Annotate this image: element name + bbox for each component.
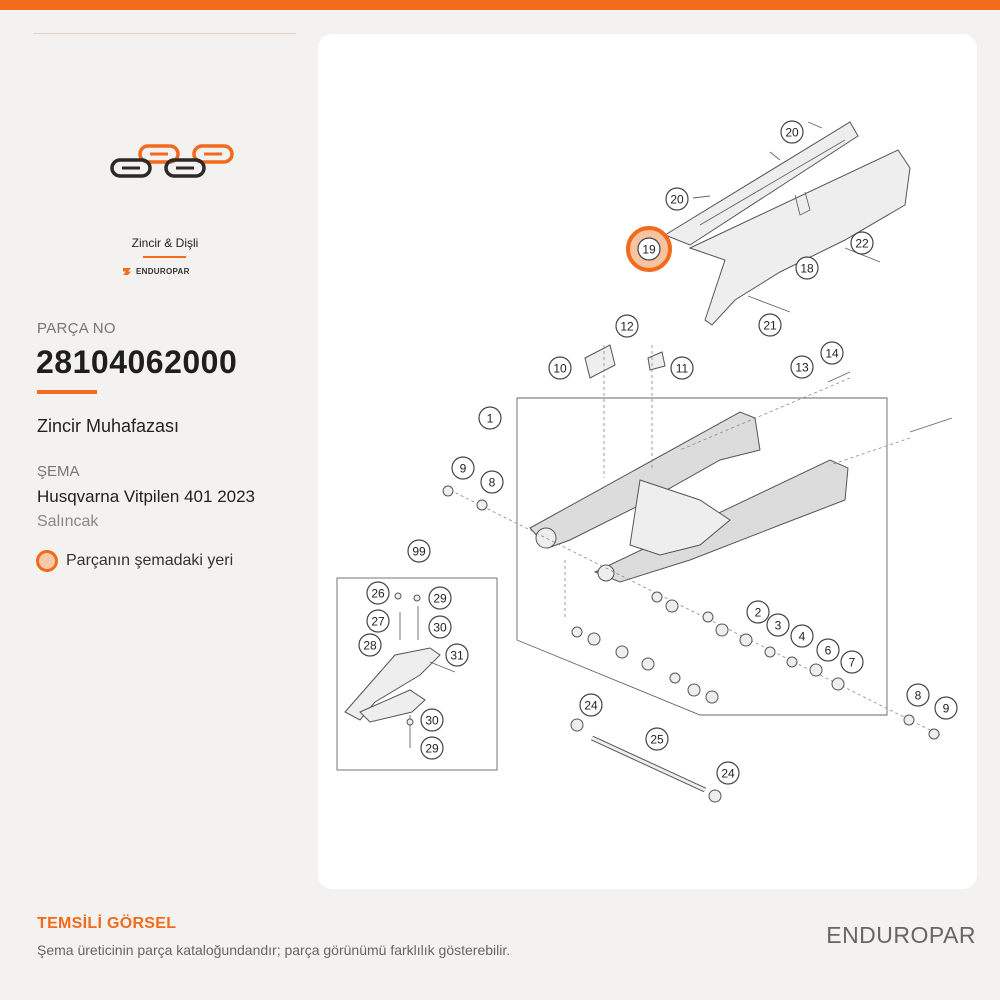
callout bbox=[408, 540, 430, 562]
callout bbox=[616, 315, 638, 337]
footer-brand: ENDUROPAR bbox=[826, 922, 976, 948]
callout bbox=[935, 697, 957, 719]
callout bbox=[646, 728, 668, 750]
footer-note: Şema üreticinin parça kataloğundandır; parça görünümü farklılık gösterebilir. bbox=[37, 942, 511, 958]
callout bbox=[452, 457, 474, 479]
callout-number: 20 bbox=[670, 192, 684, 207]
callout-number: 8 bbox=[488, 475, 496, 490]
callout bbox=[821, 342, 843, 364]
part-name: Zincir Muhafazası bbox=[37, 416, 180, 436]
callout bbox=[841, 651, 863, 673]
callout-number: 11 bbox=[675, 361, 689, 376]
callout bbox=[796, 257, 818, 279]
callout-number: 99 bbox=[412, 544, 426, 559]
callout-number: 26 bbox=[371, 586, 385, 601]
callout-number: 19 bbox=[642, 242, 656, 257]
callout bbox=[359, 634, 381, 656]
callout-number: 22 bbox=[855, 236, 869, 251]
callout bbox=[817, 639, 839, 661]
legend-label: Parçanın şemadaki yeri bbox=[66, 552, 234, 569]
highlight-marker-icon bbox=[36, 550, 58, 572]
top-accent-bar bbox=[0, 0, 1000, 10]
callout bbox=[580, 694, 602, 716]
chain-slider-pad bbox=[585, 345, 615, 378]
callout bbox=[666, 188, 688, 210]
callout-number: 3 bbox=[774, 618, 782, 633]
callout bbox=[851, 232, 873, 254]
callout-number: 25 bbox=[650, 732, 664, 747]
callout-number: 29 bbox=[425, 741, 439, 756]
callout-number: 29 bbox=[433, 591, 447, 606]
exploded-diagram bbox=[318, 34, 977, 889]
part-number-label: PARÇA NO bbox=[37, 320, 116, 337]
callout-number: 28 bbox=[363, 638, 377, 653]
schema-section: Salıncak bbox=[37, 513, 99, 530]
footer-title: TEMSİLİ GÖRSEL bbox=[37, 915, 177, 932]
enduropar-logo-icon bbox=[122, 267, 132, 276]
callout bbox=[907, 684, 929, 706]
callout bbox=[791, 625, 813, 647]
callout bbox=[781, 121, 803, 143]
diagram-panel bbox=[318, 34, 977, 889]
callout bbox=[479, 407, 501, 429]
callout-highlighted bbox=[628, 228, 670, 270]
callout bbox=[671, 357, 693, 379]
callout-number: 6 bbox=[824, 643, 832, 658]
callout bbox=[429, 616, 451, 638]
callout-number: 27 bbox=[371, 614, 385, 629]
callout-number: 10 bbox=[553, 361, 567, 376]
callout-number: 31 bbox=[450, 648, 464, 663]
callout bbox=[759, 314, 781, 336]
callout-number: 30 bbox=[425, 713, 439, 728]
schema-model: Husqvarna Vitpilen 401 2023 bbox=[37, 487, 256, 506]
callout bbox=[791, 356, 813, 378]
callout bbox=[549, 357, 571, 379]
part-number-underline bbox=[37, 390, 97, 394]
callout-number: 2 bbox=[754, 605, 762, 620]
callout bbox=[481, 471, 503, 493]
callout-number: 20 bbox=[785, 125, 799, 140]
chain-guard bbox=[690, 150, 910, 325]
callout-number: 21 bbox=[763, 318, 777, 333]
callout-number: 14 bbox=[825, 346, 839, 361]
callout-number: 9 bbox=[459, 461, 467, 476]
callout bbox=[747, 601, 769, 623]
callout bbox=[446, 644, 468, 666]
callout bbox=[767, 614, 789, 636]
callout bbox=[421, 709, 443, 731]
callout-number: 9 bbox=[942, 701, 950, 716]
category-underline bbox=[143, 256, 186, 258]
callout bbox=[367, 610, 389, 632]
callout-number: 30 bbox=[433, 620, 447, 635]
brand-small bbox=[122, 267, 190, 276]
category-label: Zincir & Dişli bbox=[131, 236, 199, 250]
callout-number: 18 bbox=[800, 261, 814, 276]
brand-small-label: ENDUROPAR bbox=[136, 267, 190, 276]
callout-number: 13 bbox=[795, 360, 809, 375]
callout-number: 24 bbox=[584, 698, 598, 713]
callout-number: 24 bbox=[721, 766, 735, 781]
callout-number: 4 bbox=[798, 629, 806, 644]
legend bbox=[36, 550, 233, 572]
callout bbox=[367, 582, 389, 604]
callout-number: 8 bbox=[914, 688, 922, 703]
callout-number: 12 bbox=[620, 319, 634, 334]
callout bbox=[421, 737, 443, 759]
top-divider bbox=[34, 33, 296, 34]
schema-label: ŞEMA bbox=[37, 463, 80, 480]
chain-links-icon bbox=[108, 140, 238, 190]
part-number: 28104062000 bbox=[36, 344, 238, 380]
callout-number: 1 bbox=[486, 411, 494, 426]
callout-number: 7 bbox=[848, 655, 856, 670]
callout bbox=[717, 762, 739, 784]
callout bbox=[429, 587, 451, 609]
